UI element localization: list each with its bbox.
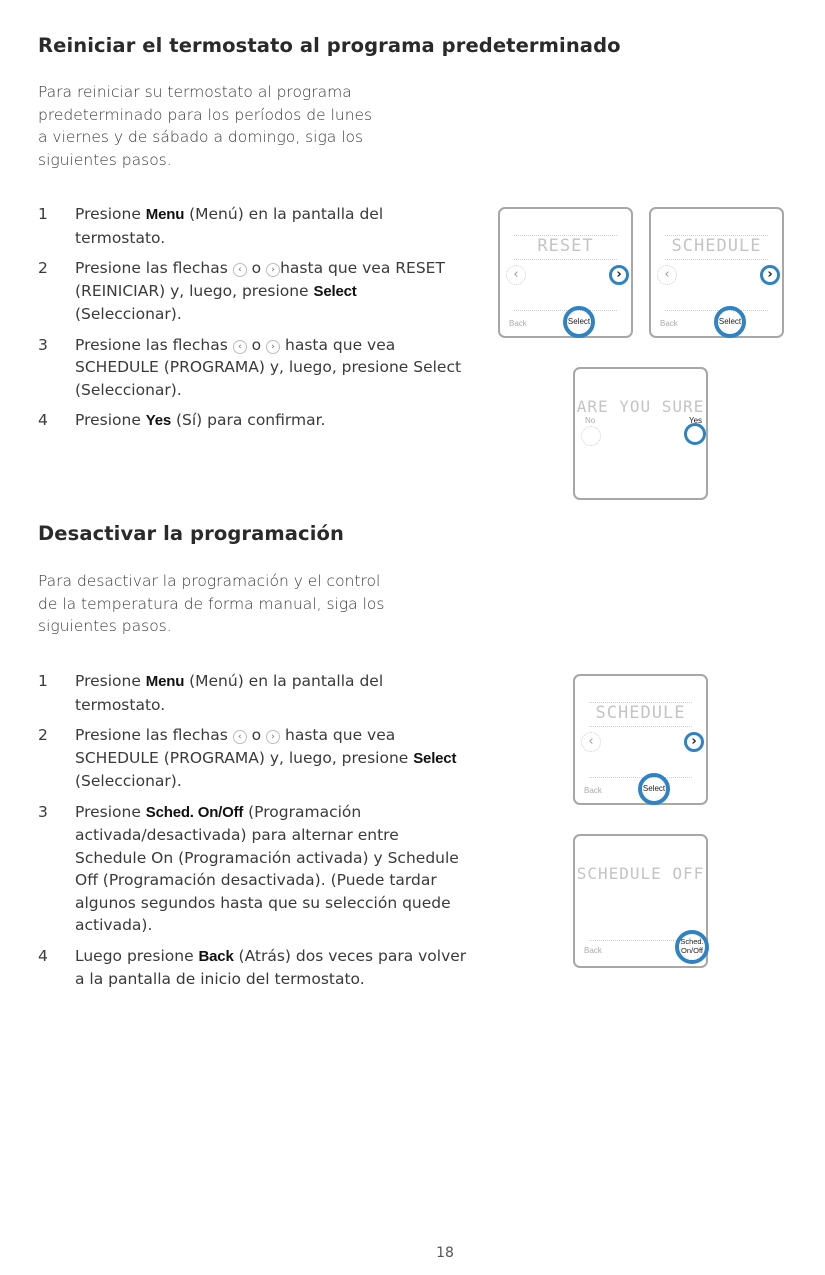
step-text: Presione — [75, 411, 146, 429]
lcd-display-text: SCHEDULE — [671, 236, 762, 256]
thermostat-screen-schedule — [649, 207, 784, 338]
sched-label-line: Sched. — [680, 937, 704, 946]
select-button[interactable]: Select — [638, 773, 670, 805]
yes-button[interactable] — [684, 423, 706, 445]
steps-list-reset — [38, 203, 468, 441]
step-text: (Menú) en la pantalla del termostato. — [75, 672, 384, 714]
no-button[interactable] — [581, 426, 601, 446]
step-number: 1 — [38, 205, 48, 223]
thermostat-screen-schedule-off — [573, 834, 708, 968]
step-number: 4 — [38, 946, 48, 965]
step-text: Presione — [75, 205, 146, 223]
step-item — [38, 409, 468, 433]
right-arrow-button[interactable]: › — [760, 265, 780, 285]
lcd-display-text: SCHEDULE — [595, 703, 686, 723]
back-button[interactable]: Back — [584, 786, 602, 795]
page-number: 18 — [436, 1245, 454, 1261]
left-arrow-button[interactable]: ‹ — [581, 732, 601, 752]
step-item — [38, 203, 468, 249]
lcd-display-text: ARE YOU SURE — [576, 397, 705, 416]
thermostat-screen-reset — [498, 207, 633, 338]
section-intro-reset — [38, 81, 458, 171]
divider — [514, 310, 617, 311]
step-text: (Programación activada/desactivada) para alternar entre Schedule On (Programación activada) y Schedule Off (Programación desactivada). (Puede tardar algunos segundos hasta que su selección quede activada). — [75, 802, 459, 934]
bold-term: Sched. On/Off — [145, 803, 244, 821]
step-item — [38, 257, 468, 326]
intro-line: predeterminado para los períodos de lunes — [38, 105, 373, 124]
step-text: (Seleccionar). — [75, 772, 182, 790]
step-number: 4 — [38, 411, 48, 429]
step-number: 2 — [38, 726, 48, 744]
bold-term: Menu — [145, 206, 185, 223]
step-number: 2 — [38, 259, 48, 277]
section-title-disable-schedule: Desactivar la programación — [38, 522, 344, 545]
step-number: 3 — [38, 335, 48, 354]
step-text: (Menú) en la pantalla del termostato. — [75, 205, 384, 247]
thermostat-screen-schedule-2 — [573, 674, 708, 805]
bold-term: Menu — [145, 673, 185, 690]
step-text: Presione las flechas — [75, 335, 233, 354]
bold-term: Select — [313, 282, 357, 300]
bold-term: Back — [198, 947, 234, 965]
step-text: hasta que vea SCHEDULE (PROGRAMA) y, luego, presione — [75, 726, 414, 767]
lcd-display-text: RESET — [537, 236, 594, 256]
intro-line: de la temperatura de forma manual, siga los — [38, 594, 385, 613]
intro-line: Para desactivar la programación y el control — [38, 572, 381, 590]
left-arrow-button[interactable]: ‹ — [506, 265, 526, 285]
divider — [589, 940, 676, 941]
intro-line: a viernes y de sábado a domingo, siga los — [38, 128, 364, 146]
right-arrow-button[interactable]: › — [684, 732, 704, 752]
left-arrow-icon: ‹ — [233, 263, 247, 277]
right-arrow-icon: › — [266, 340, 280, 354]
select-button[interactable]: Select — [563, 306, 595, 338]
thermostat-screen-confirm — [573, 367, 708, 500]
steps-list-disable-schedule — [38, 670, 468, 999]
step-text: Presione las flechas — [75, 259, 233, 277]
lcd-display-text: SCHEDULE OFF — [576, 864, 705, 883]
step-item — [38, 670, 468, 716]
step-text: (Seleccionar). — [75, 305, 182, 323]
step-text: (Atrás) dos veces para volver a la pantalla de inicio del termostato. — [75, 946, 467, 988]
step-text: Presione — [75, 672, 146, 690]
sched-label-line: On/Off — [681, 946, 703, 955]
section-title-reset: Reiniciar el termostato al programa predeterminado — [38, 34, 621, 57]
step-item — [38, 724, 468, 793]
back-button[interactable]: Back — [584, 946, 602, 955]
bold-term: Select — [413, 749, 457, 767]
left-arrow-icon: ‹ — [233, 730, 247, 744]
step-text: (Sí) para confirmar. — [171, 411, 326, 429]
step-text: o — [246, 726, 267, 744]
step-text: o — [246, 335, 267, 354]
intro-line: siguientes pasos. — [38, 617, 172, 635]
left-arrow-icon: ‹ — [233, 340, 247, 354]
left-arrow-button[interactable]: ‹ — [657, 265, 677, 285]
intro-line: Para reiniciar su termostato al programa — [38, 83, 352, 101]
step-number: 3 — [38, 802, 48, 821]
right-arrow-button[interactable]: › — [609, 265, 629, 285]
step-text: Presione las flechas — [75, 726, 233, 744]
no-label: No — [585, 416, 596, 425]
step-text: Luego presione — [75, 946, 199, 965]
step-text: hasta que vea RESET (REINICIAR) y, luego, presione — [75, 259, 445, 300]
step-item — [38, 334, 468, 402]
step-text: hasta que vea SCHEDULE (PROGRAMA) y, luego, presione Select (Seleccionar). — [75, 335, 462, 399]
divider — [665, 259, 768, 260]
bold-term: Yes — [145, 412, 172, 429]
divider — [514, 259, 617, 260]
sched-on-off-button[interactable] — [675, 930, 709, 964]
right-arrow-icon: › — [266, 730, 280, 744]
back-button[interactable]: Back — [509, 319, 527, 328]
divider — [589, 726, 692, 727]
intro-line: siguientes pasos. — [38, 150, 172, 169]
step-item — [38, 801, 468, 937]
divider — [665, 310, 768, 311]
yes-label: Yes — [689, 416, 703, 425]
step-text: o — [246, 259, 267, 277]
select-button[interactable]: Select — [714, 306, 746, 338]
back-button[interactable]: Back — [660, 319, 678, 328]
step-text: Presione — [75, 802, 146, 821]
step-item — [38, 945, 468, 991]
right-arrow-icon: › — [266, 263, 280, 277]
step-number: 1 — [38, 672, 48, 690]
divider — [589, 777, 692, 778]
section-intro-disable-schedule — [38, 570, 458, 638]
